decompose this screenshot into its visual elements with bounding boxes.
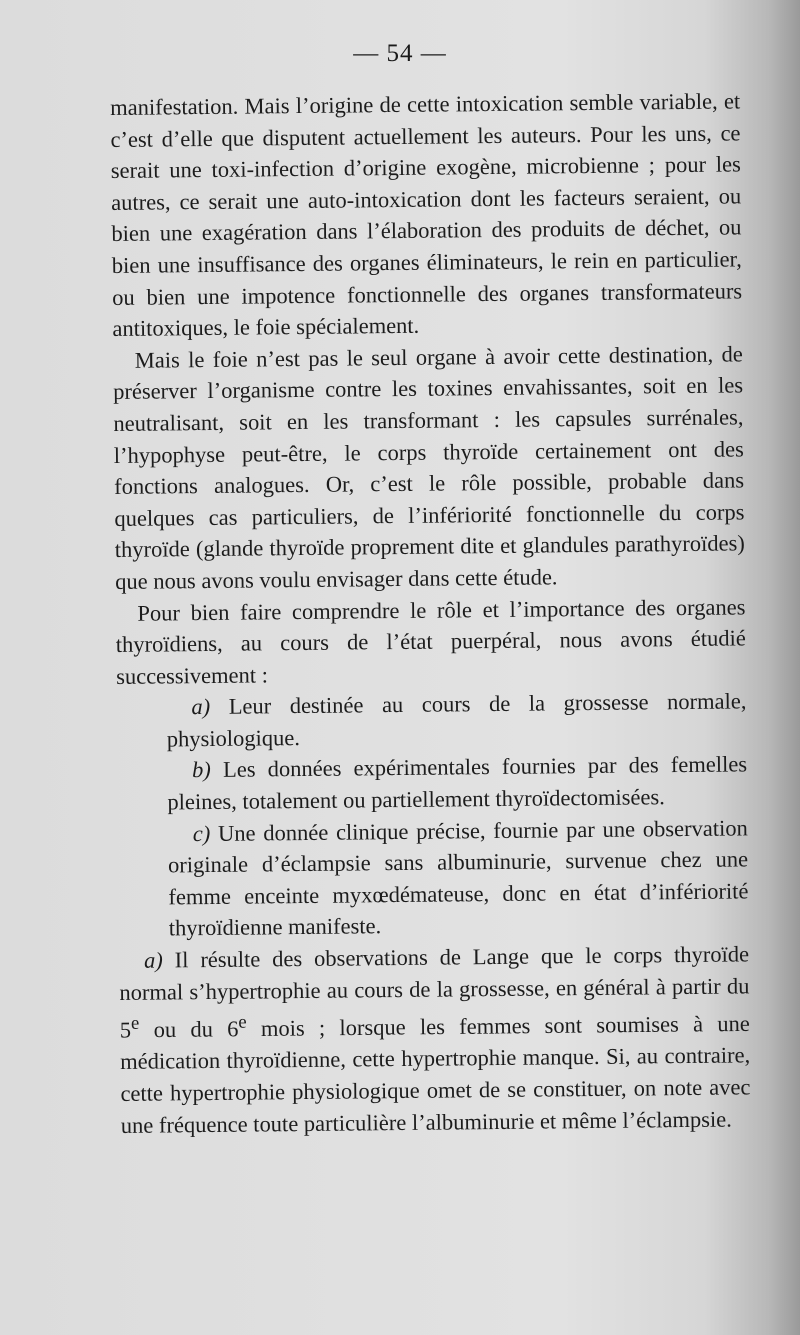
- list-item-text: Une donnée clinique précise, fournie par une observation originale d’éclampsie sans albuminurie, survenue chez une femme enceinte myxœdémateuse, donc en état d’infériorité thyroïdienne manifeste.: [167, 815, 749, 941]
- section-a-text-1: Il résulte des observations de Lange que le corps thyroïde normal s’hypertrophie au cours de la grossesse, en général à partir du 5: [119, 941, 750, 1043]
- page-number: — 54 —: [353, 40, 447, 67]
- list-item: [168, 812, 749, 944]
- section-a-text-3: mois ; lorsque les femmes sont soumises à une médication thyroïdienne, cette hypertrophie manque. Si, au contraire, cette hypertrophie physiologique omet de se constituer, on note avec une fréquence toute particulière l’albuminurie et même l’éclampsie.: [120, 1011, 751, 1138]
- list-item-marker: b): [191, 757, 211, 783]
- paragraph-2: Mais le foie n’est pas le seul organe à avoir cette destination, de préserver l’organisme contre les toxines envahissantes, soit en les neutralisant, soit en les transformant : les capsules surrénales, l’hypophyse peut-être, le corps thyroïde certainement ont des fonctions analogues. Or, c’est le rôle possible, probable dans quelques cas particuliers, de l’infériorité fonctionnelle du corps thyroïde (glande thyroïde proprement dite et glandules parathyroïdes) que nous avons voulu envisager dans cette étude.: [113, 341, 745, 594]
- list-item-marker: a): [191, 694, 211, 720]
- list-item-marker: c): [192, 820, 211, 846]
- paragraph-3: Pour bien faire comprendre le rôle et l’importance des organes thyroïdiens, au cours de l’état puerpéral, nous avons étudié successivement :: [115, 593, 746, 689]
- list-item: [166, 686, 747, 755]
- ordinal-suffix: e: [238, 1011, 247, 1033]
- section-a-paragraph: [119, 938, 751, 1141]
- paragraph-1: manifestation. Mais l’origine de cette intoxication semble variable, et c’est d’elle que disputent actuellement les auteurs. Pour les uns, ce serait une toxi-infection d’origine exogène, microbienne ; pour les autres, ce serait une auto-intoxication dont les facteurs seraient, ou bien une exagération dans l’élaboration des produits de déchet, ou bien une insuffisance des organes éliminateurs, le rein en particulier, ou bien une impotence fonctionnelle des organes transformateurs antitoxiques, le foie spécialement.: [110, 88, 743, 342]
- body-text: [110, 85, 751, 1141]
- ordinal-suffix: e: [130, 1012, 140, 1035]
- list-item-text: Les données expérimentales fournies par des femelles pleines, totalement ou partiellement thyroïdectomisées.: [167, 751, 748, 815]
- section-a-text-2: ou du 6: [139, 1016, 239, 1043]
- list-item-text: Leur destinée au cours de la grossesse normale, physiologique.: [166, 688, 747, 752]
- list-item: [167, 749, 748, 818]
- section-a-marker: a): [143, 947, 163, 973]
